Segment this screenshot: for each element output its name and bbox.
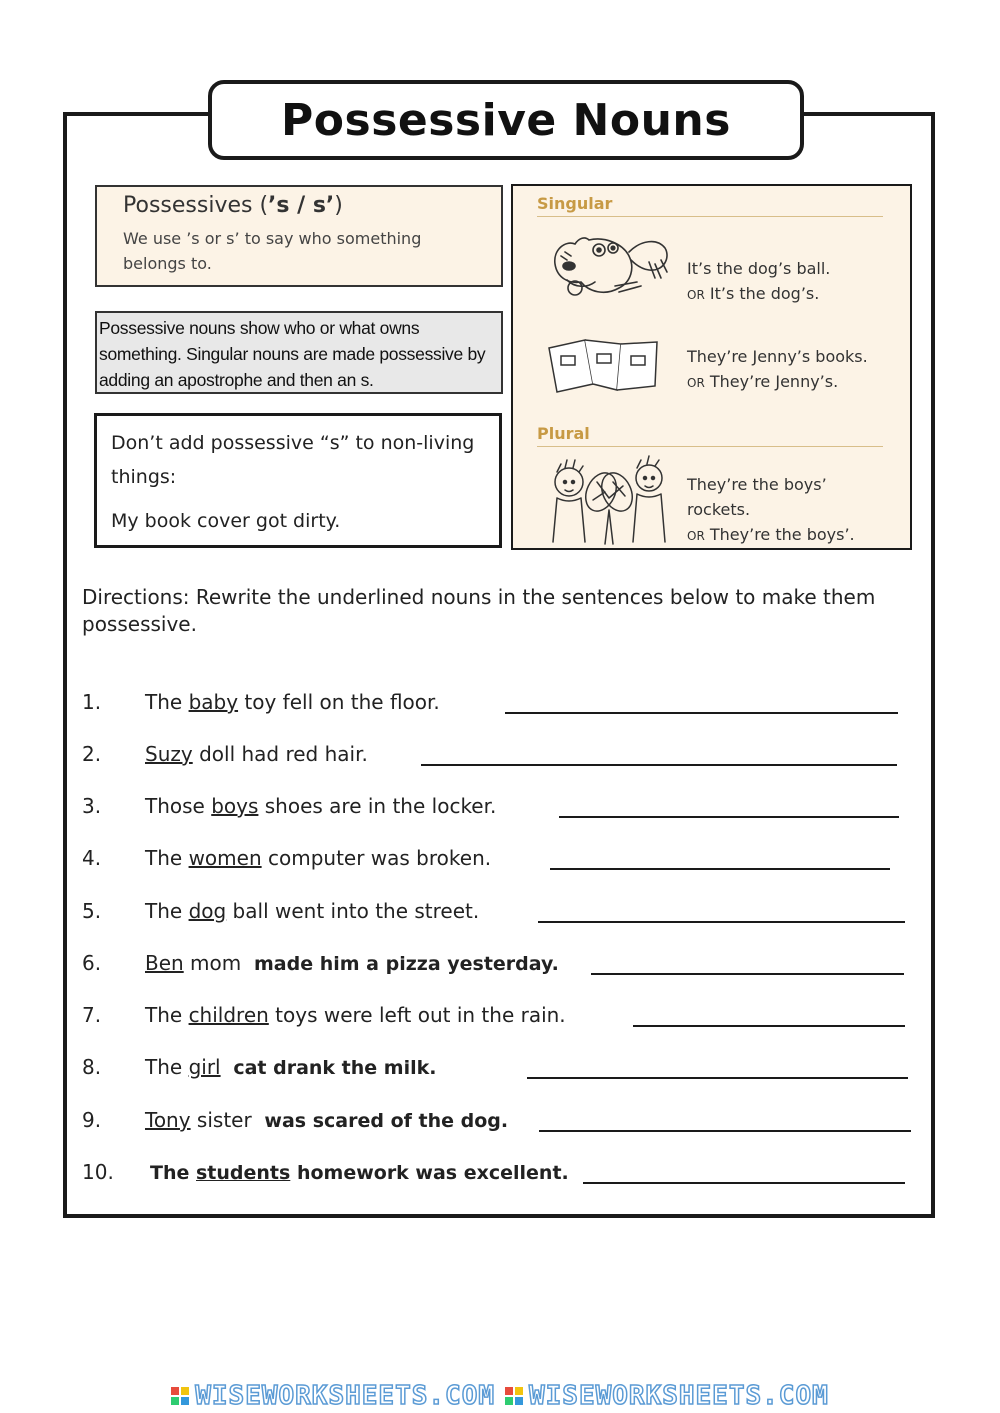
question-bold-text: was scared of the dog. bbox=[264, 1110, 509, 1132]
examples-panel bbox=[511, 184, 912, 550]
question-row bbox=[82, 899, 912, 929]
underlined-noun: dog bbox=[188, 899, 227, 923]
dog-illustration-icon bbox=[545, 222, 675, 304]
footer-logo-2 bbox=[505, 1381, 829, 1411]
underlined-noun: Tony bbox=[145, 1108, 191, 1132]
question-number: 5. bbox=[82, 899, 102, 923]
question-sentence bbox=[145, 794, 496, 818]
sentence-post: shoes are in the locker. bbox=[258, 794, 497, 818]
possessives-heading bbox=[123, 193, 475, 218]
sentence-pre: The bbox=[145, 1003, 189, 1027]
question-number: 7. bbox=[82, 1003, 102, 1027]
plural-example-line-3 bbox=[687, 522, 855, 549]
title-banner bbox=[208, 80, 804, 160]
page-title: Possessive Nouns bbox=[281, 94, 731, 146]
question-sentence bbox=[145, 1108, 508, 1132]
singular-example-2 bbox=[687, 344, 868, 396]
sentence-post: computer was broken. bbox=[261, 846, 492, 870]
underlined-noun: baby bbox=[188, 690, 239, 714]
answer-line[interactable] bbox=[633, 1025, 905, 1027]
heading-post: ) bbox=[334, 193, 343, 218]
singular-example-1 bbox=[687, 256, 830, 308]
question-row bbox=[82, 794, 912, 824]
underlined-noun: Ben bbox=[145, 951, 184, 975]
footer-watermark bbox=[0, 1380, 1000, 1412]
plural-example bbox=[687, 472, 855, 549]
sentence-post: homework was excellent. bbox=[290, 1162, 569, 1184]
question-row bbox=[82, 951, 912, 981]
underlined-noun: students bbox=[196, 1162, 291, 1184]
sentence-pre: Those bbox=[145, 794, 212, 818]
answer-line[interactable] bbox=[550, 868, 890, 870]
heading-bold: ’s / s’ bbox=[268, 193, 335, 218]
underlined-noun: women bbox=[188, 846, 262, 870]
answer-line[interactable] bbox=[583, 1182, 905, 1184]
example-2-line-1: They’re Jenny’s books. bbox=[687, 347, 868, 366]
question-sentence bbox=[145, 742, 368, 766]
question-row bbox=[82, 1160, 912, 1190]
question-sentence bbox=[150, 1160, 569, 1184]
heading-pre: Possessives ( bbox=[123, 193, 269, 218]
answer-line[interactable] bbox=[505, 712, 898, 714]
question-row bbox=[82, 1003, 912, 1033]
non-living-note-text: Don’t add possessive “s” to non-living things: bbox=[111, 432, 475, 488]
question-sentence bbox=[145, 1003, 566, 1027]
question-number: 10. bbox=[82, 1160, 114, 1184]
answer-line[interactable] bbox=[539, 1130, 911, 1132]
question-number: 4. bbox=[82, 846, 102, 870]
plural-example-line-2: rockets. bbox=[687, 500, 751, 519]
question-row bbox=[82, 846, 912, 876]
answer-line[interactable] bbox=[591, 973, 904, 975]
plural-rule bbox=[537, 446, 883, 447]
answer-line[interactable] bbox=[538, 921, 905, 923]
sentence-pre: The bbox=[145, 899, 189, 923]
footer-logo-1 bbox=[171, 1381, 495, 1411]
boys-with-rackets-illustration-icon bbox=[543, 452, 673, 548]
plural-example-alt: They’re the boys’. bbox=[709, 525, 855, 544]
singular-rule bbox=[537, 216, 883, 217]
books-illustration-icon bbox=[545, 334, 665, 394]
sentence-post: toys were left out in the rain. bbox=[268, 1003, 566, 1027]
possessive-rule-text: Possessive nouns show who or what owns something. Singular nouns are made possessive by adding an apostrophe and then an s. bbox=[99, 318, 486, 390]
answer-line[interactable] bbox=[527, 1077, 908, 1079]
question-sentence bbox=[145, 690, 440, 714]
question-number: 9. bbox=[82, 1108, 102, 1132]
answer-line[interactable] bbox=[421, 764, 897, 766]
example-1-line-2 bbox=[687, 281, 830, 308]
footer-brand-text: WISEWORKSHEETS.COM bbox=[195, 1381, 495, 1411]
example-2-alt: They’re Jenny’s. bbox=[709, 372, 839, 391]
non-living-note-box bbox=[94, 413, 502, 548]
plural-label: Plural bbox=[537, 424, 590, 443]
sentence-pre: The bbox=[145, 690, 189, 714]
question-row bbox=[82, 1108, 912, 1138]
example-2-line-2 bbox=[687, 369, 868, 396]
answer-line[interactable] bbox=[559, 816, 899, 818]
underlined-noun: girl bbox=[188, 1055, 221, 1079]
sentence-post: ball went into the street. bbox=[226, 899, 480, 923]
or-label: OR bbox=[687, 529, 705, 543]
underlined-noun: boys bbox=[211, 794, 259, 818]
example-1-line-1: It’s the dog’s ball. bbox=[687, 259, 831, 278]
underlined-noun: children bbox=[188, 1003, 269, 1027]
question-number: 3. bbox=[82, 794, 102, 818]
question-bold-text bbox=[150, 1162, 569, 1184]
sentence-post: mom bbox=[183, 951, 254, 975]
question-sentence bbox=[145, 951, 559, 975]
underlined-noun: Suzy bbox=[145, 742, 193, 766]
sentence-post bbox=[221, 1055, 234, 1079]
plural-example-line-1: They’re the boys’ bbox=[687, 475, 827, 494]
question-sentence bbox=[145, 899, 479, 923]
footer-brand-text: WISEWORKSHEETS.COM bbox=[529, 1381, 829, 1411]
question-number: 8. bbox=[82, 1055, 102, 1079]
question-number: 6. bbox=[82, 951, 102, 975]
or-label: OR bbox=[687, 376, 705, 390]
question-bold-text: made him a pizza yesterday. bbox=[253, 953, 559, 975]
question-row bbox=[82, 1055, 912, 1085]
possessive-rule-box bbox=[95, 311, 503, 394]
directions-text: Directions: Rewrite the underlined nouns in the sentences below to make them possessive. bbox=[82, 585, 876, 636]
question-sentence bbox=[145, 1055, 436, 1079]
sentence-post: doll had red hair. bbox=[192, 742, 368, 766]
sentence-pre: The bbox=[150, 1162, 196, 1184]
sentence-pre: The bbox=[145, 1055, 189, 1079]
brand-logo-icon bbox=[171, 1387, 189, 1405]
or-label: OR bbox=[687, 288, 705, 302]
sentence-pre: The bbox=[145, 846, 189, 870]
non-living-example: My book cover got dirty. bbox=[111, 510, 341, 532]
sentence-post: toy fell on the floor. bbox=[238, 690, 440, 714]
brand-logo-icon bbox=[505, 1387, 523, 1405]
question-number: 2. bbox=[82, 742, 102, 766]
possessives-definition-box bbox=[95, 185, 503, 287]
sentence-post: sister bbox=[190, 1108, 265, 1132]
question-row bbox=[82, 690, 912, 720]
question-number: 1. bbox=[82, 690, 102, 714]
singular-label: Singular bbox=[537, 194, 613, 213]
possessives-text: We use ’s or s’ to say who something belongs to. bbox=[123, 229, 422, 273]
question-row bbox=[82, 742, 912, 772]
example-1-alt: It’s the dog’s. bbox=[709, 284, 820, 303]
question-bold-text: cat drank the milk. bbox=[233, 1057, 437, 1079]
question-sentence bbox=[145, 846, 491, 870]
